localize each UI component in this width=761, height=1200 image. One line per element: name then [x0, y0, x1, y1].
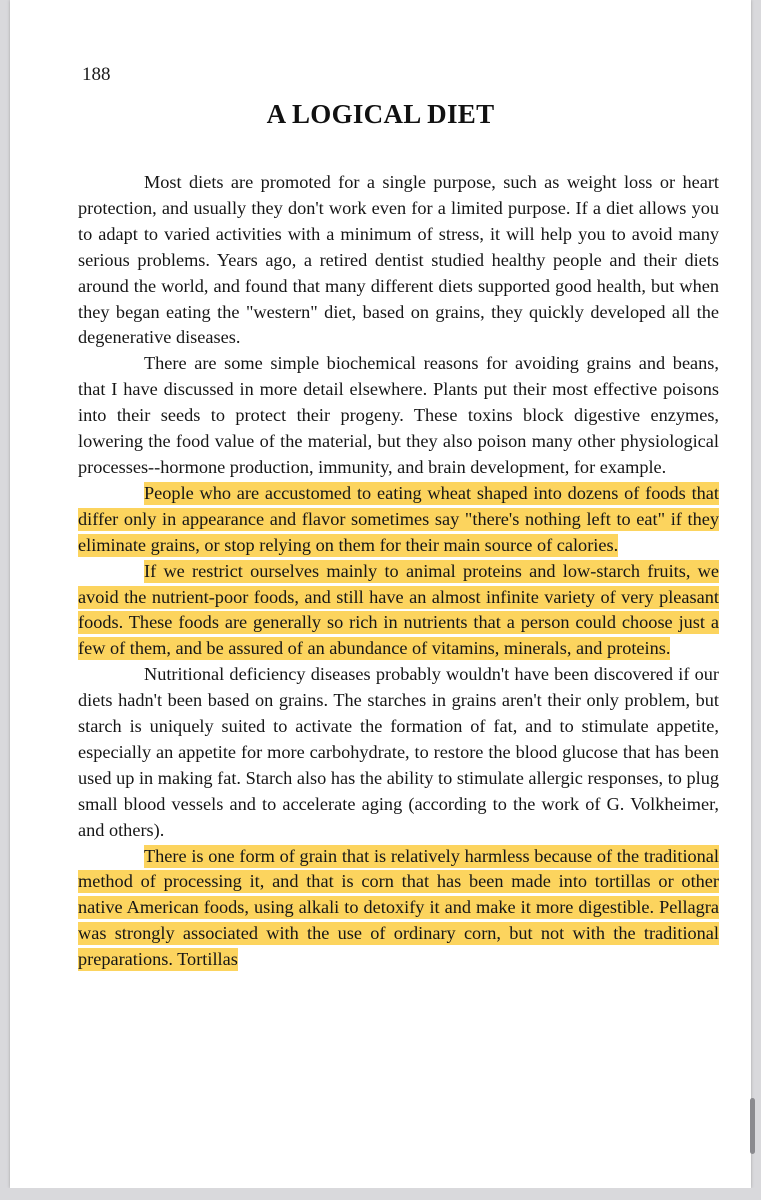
- highlighted-paragraph: [78, 844, 719, 974]
- paragraph: [78, 662, 719, 843]
- paragraph-text: Nutritional deficiency diseases probably wouldn't have been discovered if our diets hadn't been based on grains. The starches in grains aren't their only problem, but starch is uniquely suited to activate the formation of fat, and to stimulate appetite, especially an appetite for more carbohydrate, to restore the blood glucose that has been used up in making fat. Starch also has the ability to stimulate allergic responses, to plug small blood vessels and to accelerate aging (according to the work of G. Volkheimer, and others).: [78, 664, 719, 840]
- paragraph: [78, 170, 719, 351]
- vertical-scrollbar[interactable]: [750, 1098, 755, 1154]
- paragraph: [78, 351, 719, 481]
- viewer-bottom-edge: [0, 1188, 761, 1200]
- page-number: 188: [82, 64, 111, 85]
- paragraph-text: Most diets are promoted for a single purpose, such as weight loss or heart protection, and usually they don't work even for a limited purpose. If a diet allows you to adapt to varied activities with a minimum of stress, it will help you to avoid many serious problems. Years ago, a retired dentist studied healthy people and their diets around the world, and found that many different diets supported good health, but when they began eating the "western" diet, based on grains, they quickly developed all the degenerative diseases.: [78, 172, 719, 348]
- highlight-annotation[interactable]: If we restrict ourselves mainly to animal proteins and low-starch fruits, we avoid the nutrient-poor foods, and still have an almost infinite variety of very pleasant foods. These foods are generally so rich in nutrients that a person could choose just a few of them, and be assured of an abundance of vitamins, minerals, and proteins.: [78, 560, 719, 659]
- highlight-annotation[interactable]: There is one form of grain that is relatively harmless because of the traditional method of processing it, and that is corn that has been made into tortillas or other native American foods, using alkali to detoxify it and make it more digestible. Pellagra was strongly associated with the use of ordinary corn, but not with the traditional preparations. Tortillas: [78, 845, 719, 970]
- highlight-annotation[interactable]: People who are accustomed to eating wheat shaped into dozens of foods that differ only in appearance and flavor sometimes say "there's nothing left to eat" if they eliminate grains, or stop relying on them for their main source of calories.: [78, 482, 719, 555]
- highlighted-paragraph: [78, 559, 719, 663]
- book-page: [10, 0, 751, 1188]
- page-body: [78, 170, 719, 973]
- highlighted-paragraph: [78, 481, 719, 559]
- chapter-title: A LOGICAL DIET: [266, 99, 495, 129]
- paragraph-text: There are some simple biochemical reasons for avoiding grains and beans, that I have discussed in more detail elsewhere. Plants put their most effective poisons into their seeds to protect their progeny. These toxins block digestive enzymes, lowering the food value of the material, but they also poison many other physiological processes--hormone production, immunity, and brain development, for example.: [78, 353, 719, 477]
